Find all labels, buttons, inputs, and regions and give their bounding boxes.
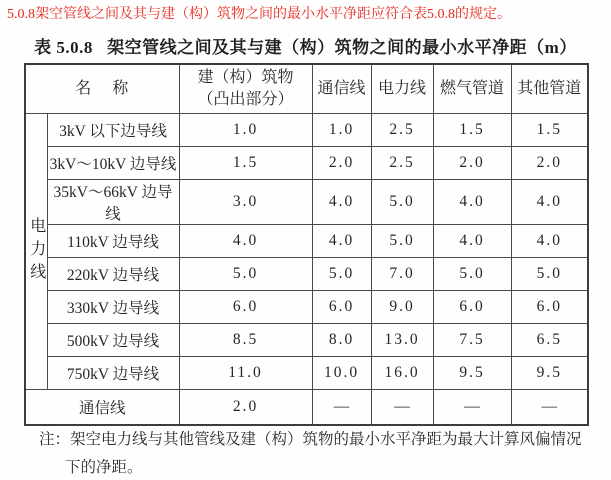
value-cell: 4.0 <box>433 225 511 258</box>
table-row <box>25 147 588 180</box>
value-cell: 8.0 <box>312 324 371 357</box>
note-line1 <box>39 426 582 454</box>
value-cell: 1.5 <box>511 114 588 147</box>
value-cell: 7.0 <box>371 258 433 291</box>
col-header-other: 其他管道 <box>511 64 588 114</box>
value-cell: 1.5 <box>433 114 511 147</box>
value-cell: 4.0 <box>312 225 371 258</box>
value-cell: 4.0 <box>312 180 371 225</box>
value-cell: 10.0 <box>312 357 371 390</box>
table-row <box>25 225 588 258</box>
row-label: 3kV 以下边导线 <box>47 114 179 147</box>
value-cell: — <box>371 390 433 426</box>
value-cell: 4.0 <box>433 180 511 225</box>
col-header-building-line1: 建（构）筑物 <box>197 69 294 87</box>
value-cell: 1.0 <box>179 114 312 147</box>
value-cell: 5.0 <box>179 258 312 291</box>
value-cell: 5.0 <box>511 258 588 291</box>
col-header-power: 电力线 <box>371 64 433 114</box>
value-cell: — <box>433 390 511 426</box>
header-row <box>25 64 588 114</box>
clearance-table <box>24 63 589 426</box>
table-row <box>25 258 588 291</box>
value-cell: 1.5 <box>179 147 312 180</box>
row-label: 330kV 边导线 <box>47 291 179 324</box>
value-cell: 6.0 <box>433 291 511 324</box>
value-cell: 9.0 <box>371 291 433 324</box>
value-cell: 3.0 <box>179 180 312 225</box>
value-cell: 6.0 <box>511 291 588 324</box>
value-cell: 1.0 <box>312 114 371 147</box>
table-row <box>25 324 588 357</box>
value-cell: 6.0 <box>312 291 371 324</box>
col-header-building-line2: （凸出部分） <box>197 91 294 108</box>
table-row <box>25 357 588 390</box>
col-header-building <box>179 64 312 114</box>
value-cell: 5.0 <box>371 180 433 225</box>
value-cell: 2.5 <box>371 114 433 147</box>
value-cell: 2.0 <box>312 147 371 180</box>
value-cell: 2.5 <box>371 147 433 180</box>
row-label: 35kV～66kV 边导线 <box>47 180 179 225</box>
value-cell: 7.5 <box>433 324 511 357</box>
row-label: 3kV～10kV 边导线 <box>47 147 179 180</box>
table-row <box>25 180 588 225</box>
clause-text: 5.0.8架空管线之间及其与建（构）筑物之间的最小水平净距应符合表5.0.8的规定。 <box>7 7 511 22</box>
row-label: 500kV 边导线 <box>47 324 179 357</box>
row-label: 220kV 边导线 <box>47 258 179 291</box>
table-note <box>39 426 582 480</box>
value-cell: 16.0 <box>371 357 433 390</box>
value-cell: 6.5 <box>511 324 588 357</box>
table-row-telecom <box>25 390 588 426</box>
value-cell: 4.0 <box>511 180 588 225</box>
table-title: 表 5.0.8 架空管线之间及其与建（构）筑物之间的最小水平净距（m） <box>34 38 577 57</box>
value-cell: 9.5 <box>433 357 511 390</box>
value-cell: — <box>312 390 371 426</box>
value-cell: 2.0 <box>179 390 312 426</box>
table-row <box>25 291 588 324</box>
note-prefix: 注： <box>39 431 71 448</box>
table-row <box>25 114 588 147</box>
value-cell: 4.0 <box>179 225 312 258</box>
value-cell: 9.5 <box>511 357 588 390</box>
col-header-gas: 燃气管道 <box>433 64 511 114</box>
value-cell: 5.0 <box>312 258 371 291</box>
value-cell: 6.0 <box>179 291 312 324</box>
value-cell: 4.0 <box>511 225 588 258</box>
col-header-telecom: 通信线 <box>312 64 371 114</box>
col-header-name: 名 称 <box>25 64 179 114</box>
row-label: 通信线 <box>25 390 179 426</box>
note-text-1: 架空电力线与其他管线及建（构）筑物的最小水平净距为最大计算风偏情况 <box>70 431 582 448</box>
value-cell: 11.0 <box>179 357 312 390</box>
value-cell: 5.0 <box>433 258 511 291</box>
value-cell: — <box>511 390 588 426</box>
row-group-power-lines: 电力线 <box>25 114 47 390</box>
value-cell: 5.0 <box>371 225 433 258</box>
note-line2: 下的净距。 <box>65 458 143 476</box>
row-label: 750kV 边导线 <box>47 357 179 390</box>
value-cell: 13.0 <box>371 324 433 357</box>
value-cell: 2.0 <box>433 147 511 180</box>
value-cell: 2.0 <box>511 147 588 180</box>
row-label: 110kV 边导线 <box>47 225 179 258</box>
value-cell: 8.5 <box>179 324 312 357</box>
